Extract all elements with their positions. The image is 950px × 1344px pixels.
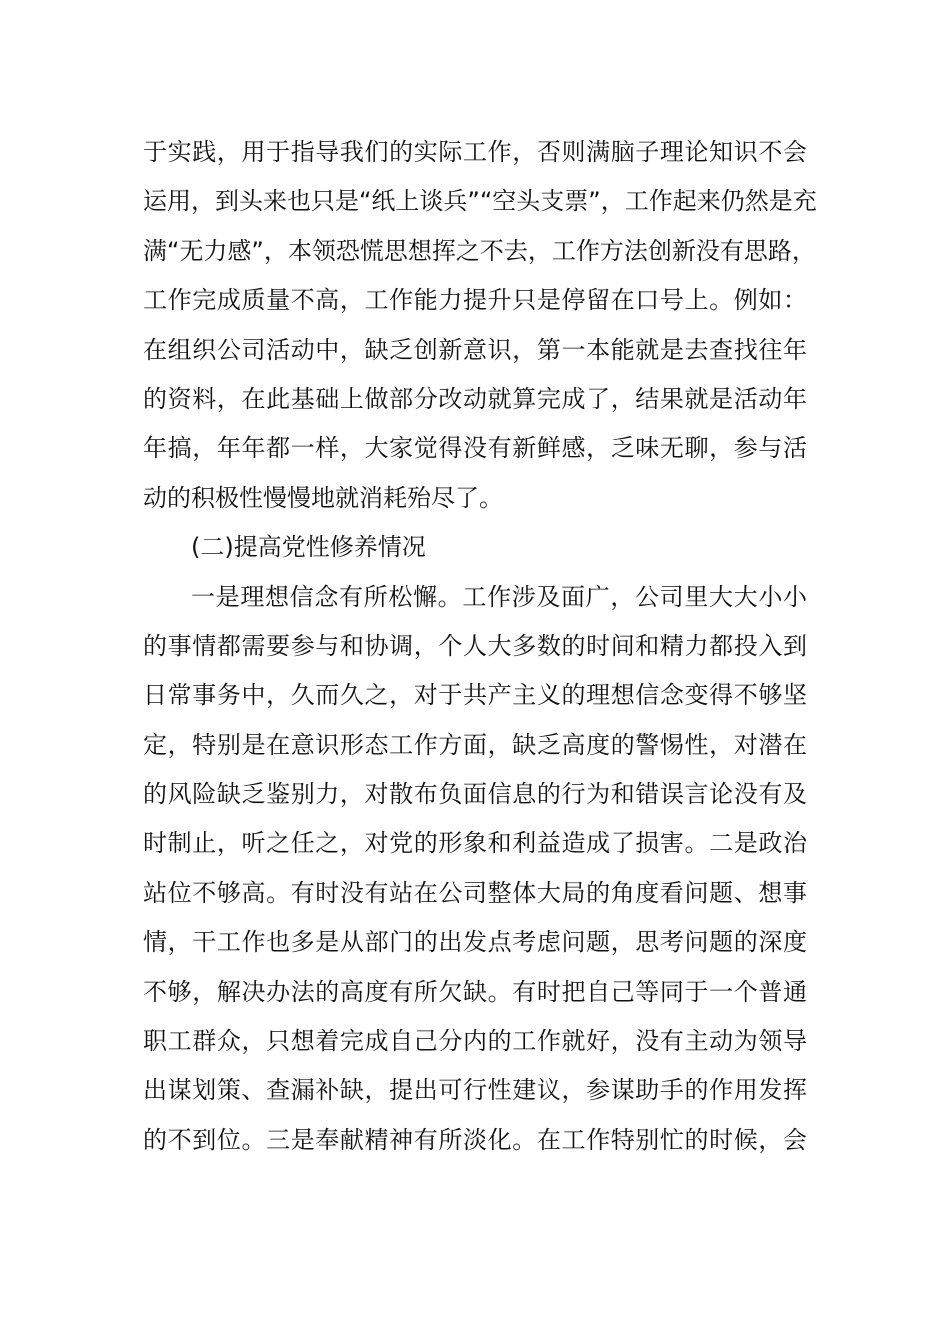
text-line: 时制止，听之任之，对党的形象和利益造成了损害。二是政治 <box>143 829 807 858</box>
text-line: 出谋划策、查漏补缺，提出可行性建议，参谋助手的作用发挥 <box>143 1076 807 1105</box>
text-line: 一是理想信念有所松懈。工作涉及面广，公司里大大小小 <box>191 582 807 611</box>
text-line: 年搞，年年都一样，大家觉得没有新鲜感，乏味无聊，参与活 <box>143 434 807 463</box>
text-line: 情，干工作也多是从部门的出发点考虑问题，思考问题的深度 <box>143 928 807 957</box>
text-line: 不够，解决办法的高度有所欠缺。有时把自己等同于一个普通 <box>143 977 807 1006</box>
text-line: 定，特别是在意识形态工作方面，缺乏高度的警惕性，对潜在 <box>143 730 807 759</box>
paragraph-party-spirit <box>143 573 807 1166</box>
text-line: 职工群众，只想着完成自己分内的工作就好，没有主动为领导 <box>143 1027 807 1056</box>
text-line: 的资料，在此基础上做部分改动就算完成了，结果就是活动年 <box>143 384 807 413</box>
text-line: 工作完成质量不高，工作能力提升只是停留在口号上。例如： <box>143 286 807 315</box>
text-line: 在组织公司活动中，缺乏创新意识，第一本能就是去查找往年 <box>143 335 807 364</box>
document-body <box>143 128 817 1165</box>
text-line: 于实践，用于指导我们的实际工作，否则满脑子理论知识不会 <box>143 138 807 166</box>
text-line: 日常事务中，久而久之，对于共产主义的理想信念变得不够坚 <box>143 681 807 710</box>
text-line: 站位不够高。有时没有站在公司整体大局的角度看问题、想事 <box>143 878 807 907</box>
text-line: 的事情都需要参与和协调，个人大多数的时间和精力都投入到 <box>143 631 807 660</box>
text-line: 动的积极性慢慢地就消耗殆尽了。 <box>143 483 503 512</box>
text-line: 的不到位。三是奉献精神有所淡化。在工作特别忙的时候，会 <box>143 1125 807 1154</box>
text-line: 满“无力感”，本领恐慌思想挥之不去，工作方法创新没有思路， <box>143 236 816 265</box>
text-line: 的风险缺乏鉴别力，对散布负面信息的行为和错误言论没有及 <box>143 780 807 809</box>
text-line: 运用，到头来也只是“纸上谈兵”“空头支票”，工作起来仍然是充 <box>143 187 817 216</box>
section-heading: (二)提高党性修养情况 <box>191 533 426 562</box>
paragraph-practice <box>143 128 817 523</box>
